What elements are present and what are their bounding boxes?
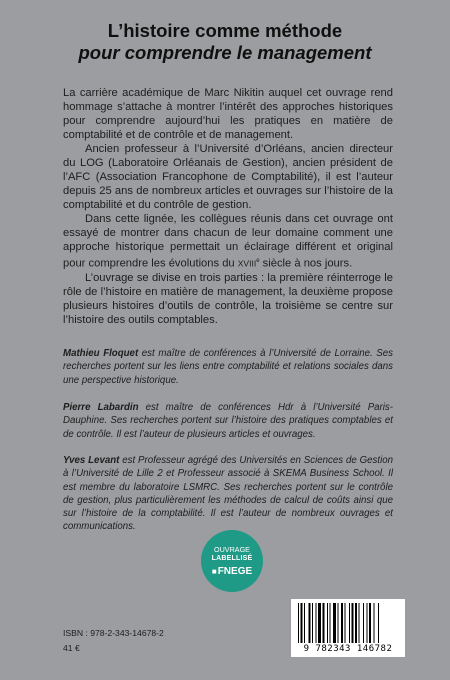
- summary-paragraph-3: [63, 212, 393, 271]
- summary-text: [63, 86, 393, 327]
- fnege-label-badge: [201, 530, 263, 592]
- barcode-number: 9 782343 146782: [303, 644, 393, 654]
- summary-paragraph-1: La carrière académique de Marc Nikitin auquel cet ouvrage rend hommage s’attache à montrer l’intérêt des approches historiques pour comprendre aujourd’hui les pratiques en matière de comptabilité et de contrôle et de management.: [63, 87, 393, 141]
- author-bio-text: est Professeur agrégé des Universités en Sciences de Gestion à l’Université de Lille 2 et Professeur associé à SKEMA Business School. Il est membre du laboratoire LSMRC. Ses recherches portent sur le contrôle de gestion, plus particulièrement les méthodes de calcul de coûts ainsi que sur l’histoire de la comptabilité. Il est l’auteur de nombreux ouvrages et communications.: [63, 455, 393, 533]
- p3-text-b: siècle à nos jours.: [259, 257, 353, 270]
- title-line-2: pour comprendre le management: [78, 42, 372, 63]
- barcode: [291, 599, 405, 657]
- author-bio-labardin: [63, 401, 393, 441]
- author-bio-text: est maître de conférences à l’Université de Lorraine. Ses recherches portent sur les liens entre comptabilité et relations sociales dans une perspective historique.: [63, 348, 394, 386]
- title-line-1: L’histoire comme méthode: [107, 20, 343, 41]
- isbn: ISBN : 978-2-343-14678-2: [63, 628, 164, 638]
- author-name: Mathieu Floquet: [63, 348, 139, 359]
- fnege-mark-icon: ■: [211, 567, 217, 576]
- author-name: Yves Levant: [63, 455, 120, 466]
- author-name: Pierre Labardin: [63, 402, 139, 413]
- century-numeral: XVIII: [237, 258, 257, 269]
- summary-paragraph-4: L’ouvrage se divise en trois parties : la première réinterroge le rôle de l’histoire en matière de management, la deuxième propose plusieurs histoires d’outils de contrôle, la troisième se centre sur l’histoire des outils comptables.: [63, 271, 393, 326]
- book-title: [0, 20, 450, 64]
- author-bio-floquet: [63, 347, 393, 387]
- badge-line-1: OUVRAGE: [214, 545, 250, 554]
- summary-paragraph-2: Ancien professeur à l’Université d’Orléans, ancien directeur du LOG (Laboratoire Orléanais de Gestion), ancien président de l’AFC (Association Francophone de Comptabilité), il est l’auteur depuis 25 ans de nombreux articles et ouvrages sur l’histoire de la comptabilité et du contrôle de gestion.: [63, 143, 393, 211]
- barcode-bars-icon: [295, 603, 401, 643]
- badge-line-2: LABELLISÉ: [211, 555, 253, 562]
- fnege-logo: [201, 566, 263, 577]
- price: 41 €: [63, 643, 80, 653]
- fnege-logo-text: FNEGE: [217, 566, 253, 577]
- author-bio-text: est maître de conférences Hdr à l’Université Paris-Dauphine. Ses recherches portent sur l’histoire des pratiques comptables et de contrôle. Il est l’auteur de plusieurs articles et ouvrages.: [63, 402, 393, 440]
- p3-text-a: Dans cette lignée, les collègues réunis dans cet ouvrage ont essayé de montrer dans chacun de leur domaine comment une approche historique permettait un éclairage différent et original pour comprendre les évolutions du: [63, 213, 393, 270]
- author-bio-levant: [63, 454, 393, 534]
- century-superscript: e: [256, 258, 260, 264]
